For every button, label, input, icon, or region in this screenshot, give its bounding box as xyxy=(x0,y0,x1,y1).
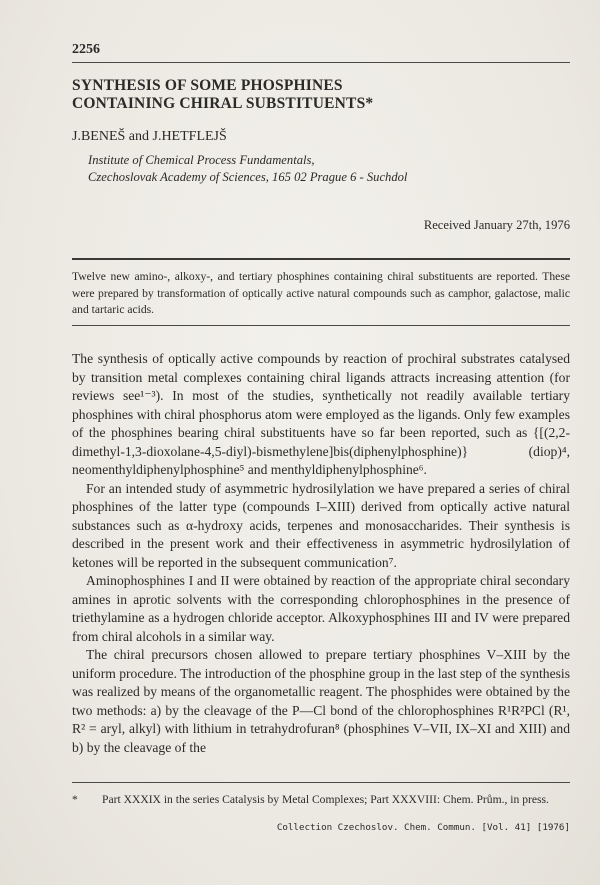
abstract: Twelve new amino-, alkoxy-, and tertiary phosphines containing chiral substituents are reported. These were prepared by transformation of optically active natural compounds such as camphor, galactose, malic and tartaric acids. xyxy=(72,270,570,316)
article-title xyxy=(72,77,552,113)
paragraph: Aminophosphines I and II were obtained by reaction of the appropriate chiral secondary amines in aprotic solvents with the corresponding chlorophosphines in the presence of triethylamine as a hydrogen chloride acceptor. Alkoxyphosphines III and IV were prepared from chiral alcohols in a similar way. xyxy=(72,573,570,644)
received-date: Received January 27th, 1976 xyxy=(423,218,570,232)
authors: J.BENEŠ and J.HETFLEJŠ xyxy=(72,129,227,144)
body-text xyxy=(72,350,570,757)
affiliation-line-2: Czechoslovak Academy of Sciences, 165 02 Prague 6 - Suchdol xyxy=(88,170,408,184)
affiliation-line-1: Institute of Chemical Process Fundamentals, xyxy=(88,153,315,167)
footnote-text: Part XXXIX in the series Catalysis by Metal Complexes; Part XXXVIII: Chem. Prům., in press. xyxy=(102,793,549,806)
footnote-rule xyxy=(72,782,570,783)
paragraph: The synthesis of optically active compounds by reaction of prochiral substrates catalysed by transition metal complexes containing chiral ligands attracts increasing attention (for reviews see¹⁻³). In most of the studies, synthetically not readily available tertiary phosphines with chiral phosphorus atom were employed as the ligands. Only few examples of the phosphines bearing chiral substituents have so far been reported, such as {[(2,2-dimethyl-1,3-dioxolane-4,5-diyl)-bismethylene]bis(diphenylphosphine)} (diop)⁴, neomenthyldiphenylphosphine⁵ and menthyldiphenylphosphine⁶. xyxy=(72,351,570,477)
footnote xyxy=(72,792,570,808)
footnote-mark: * xyxy=(72,793,78,806)
paragraph: The chiral precursors chosen allowed to prepare tertiary phosphines V–XIII by the uniform procedure. The introduction of the phosphine group in the last step of the synthesis was realized by means of the organometallic reagent. The phosphides were obtained by the two methods: a) by the cleavage of the P—Cl bond of the chlorophosphines R¹R²PCl (R¹, R² = aryl, alkyl) with lithium in tetrahydrofuran⁸ (phosphines V–VII, IX–XI and XIII) and b) by the cleavage of the xyxy=(72,647,570,755)
page-number: 2256 xyxy=(72,42,100,57)
running-footer: Collection Czechoslov. Chem. Commun. [Vol. 41] [1976] xyxy=(276,822,570,833)
title-line-2: CONTAINING CHIRAL SUBSTITUENTS* xyxy=(72,95,374,112)
title-line-1: SYNTHESIS OF SOME PHOSPHINES xyxy=(72,77,343,94)
abstract-bottom-rule xyxy=(72,325,570,326)
affiliation xyxy=(88,152,407,186)
header-rule xyxy=(72,62,570,63)
paragraph: For an intended study of asymmetric hydrosilylation we have prepared a series of chiral phosphines of the latter type (compounds I–XIII) derived from optically active natural substances such as α-hydroxy acids, terpenes and monosaccharides. Their synthesis is described in the present work and their effectiveness in asymmetric hydrosilylation of ketones will be reported in the subsequent communication⁷. xyxy=(72,480,570,570)
abstract-top-rule xyxy=(72,258,570,260)
